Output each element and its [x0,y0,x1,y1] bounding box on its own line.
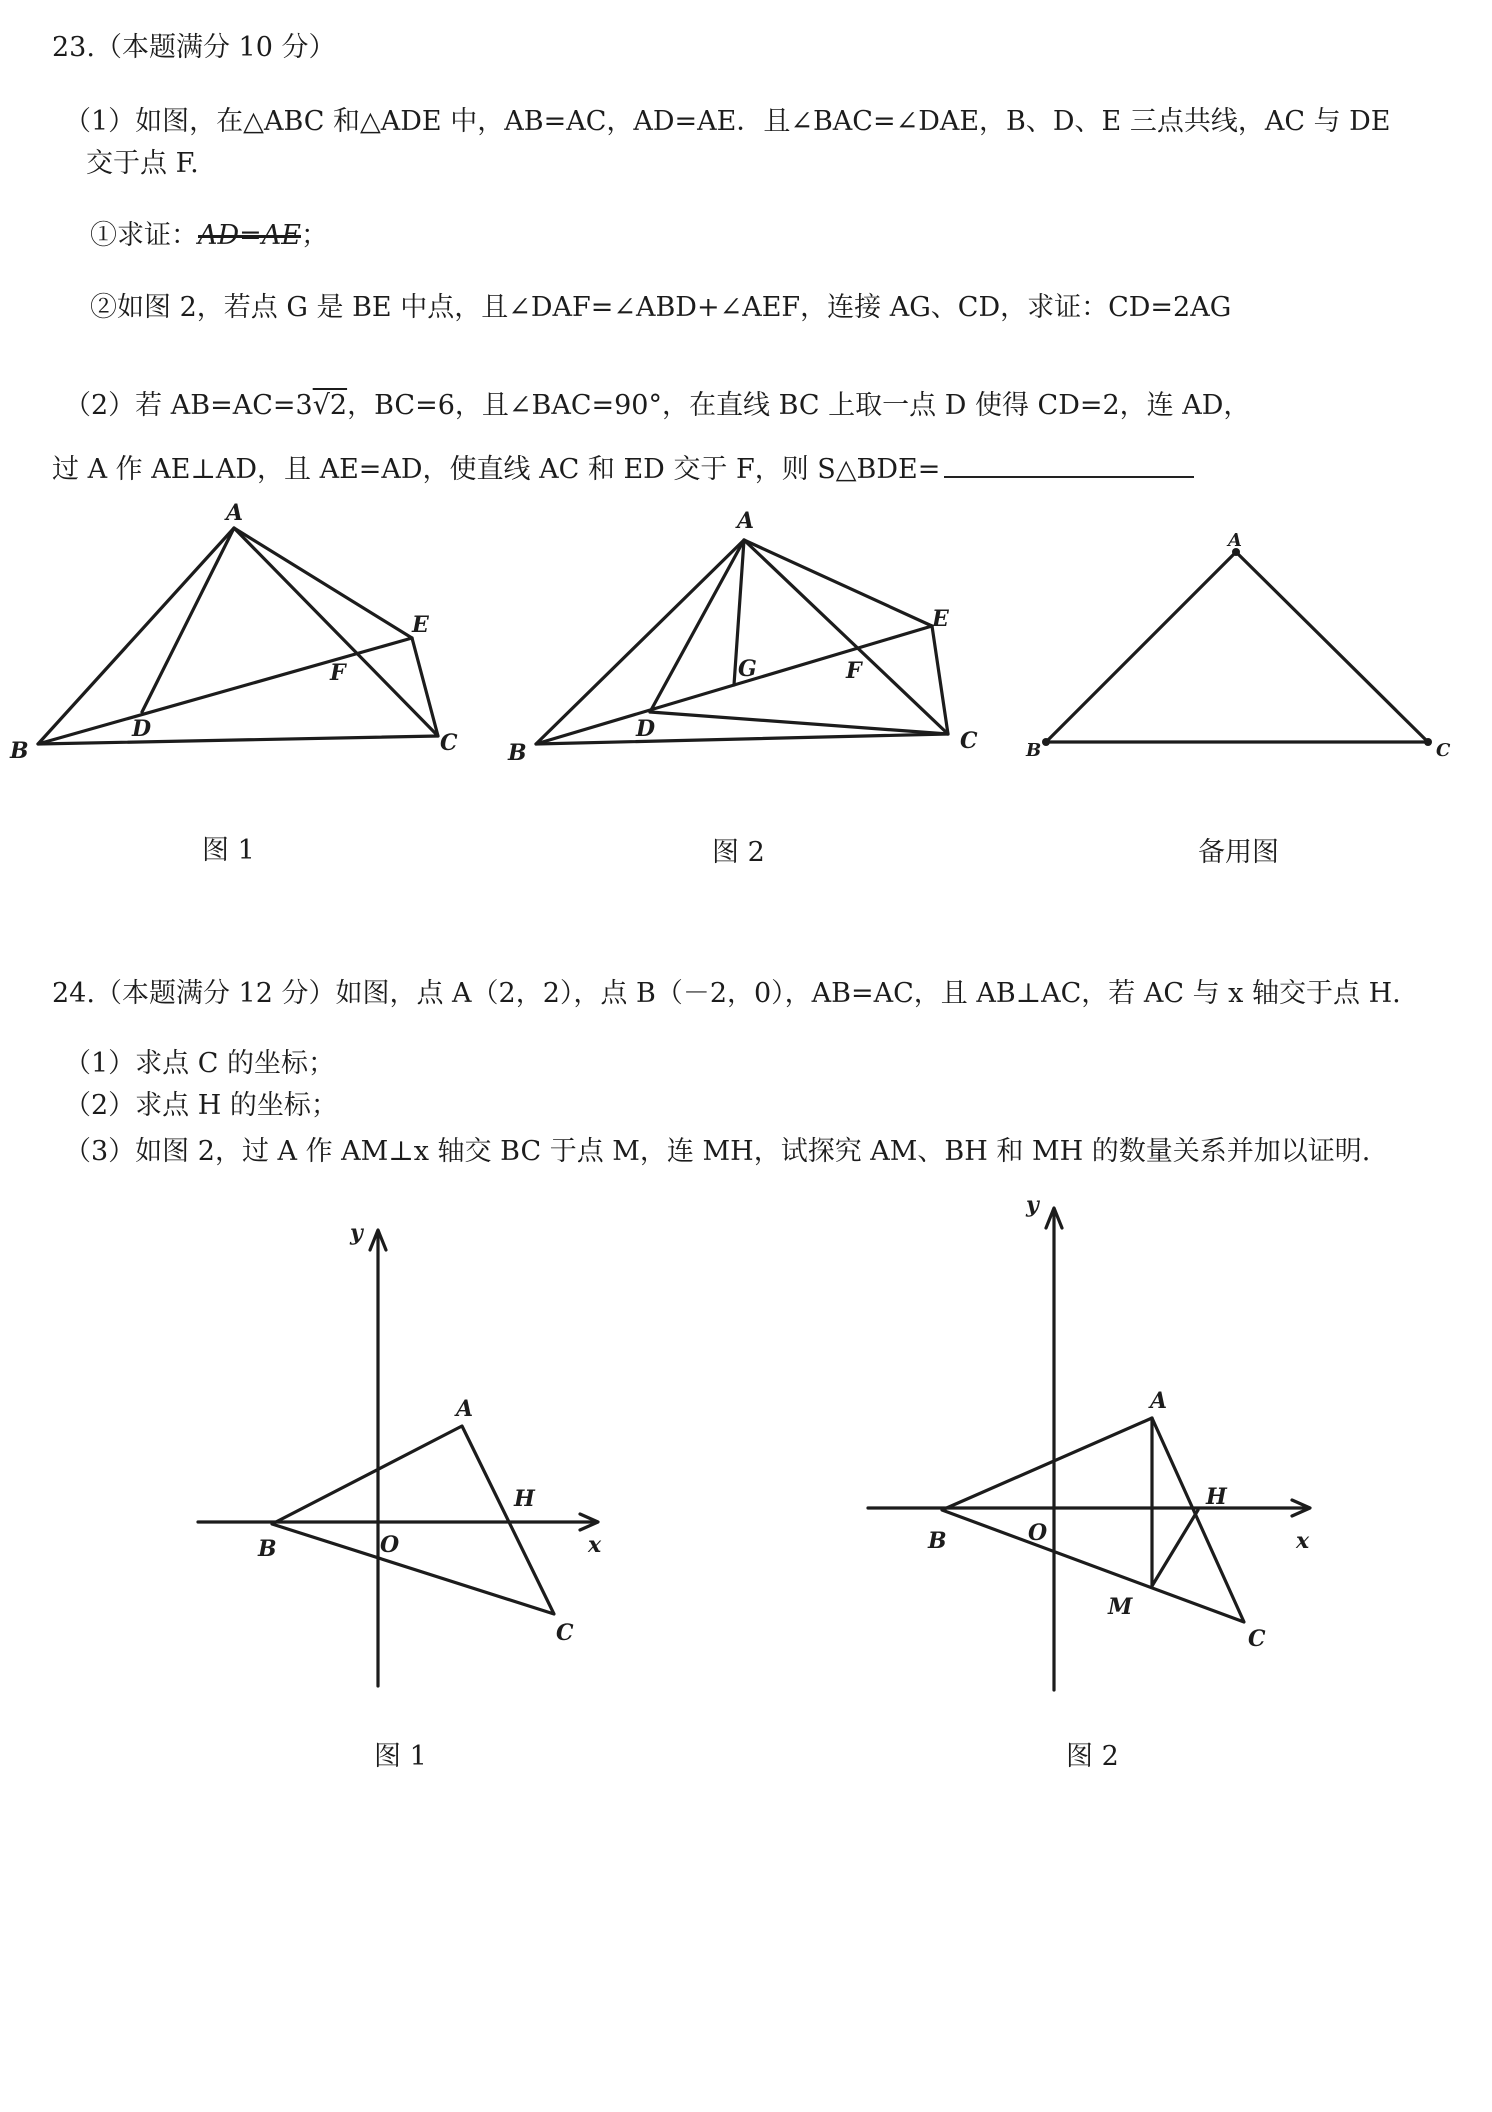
q23-part1-line1: （1）如图，在△ABC 和△ADE 中，AB=AC，AD=AE．且∠BAC=∠DAE，B、D、E 三点共线，AC 与 DE [64,106,1391,137]
label-x: x [588,1532,602,1558]
label-o-2: O [1028,1520,1048,1546]
q23-sub2: ②如图 2，若点 G 是 BE 中点，且∠DAF=∠ABD+∠AEF，连接 AG、CD，求证：CD=2AG [90,292,1232,323]
label-h-c1: H [514,1486,535,1512]
label-a-c1: A [456,1396,474,1422]
q24-fig1-caption: 图 1 [374,1741,427,1772]
label-b-c1: B [258,1536,277,1562]
q23-sub1-label: ①求证： [90,220,198,251]
q23-fig2-caption: 图 2 [712,837,765,868]
label-b-3: B [1026,740,1042,761]
q23-part2-sqrt: √2 [312,390,348,421]
label-y: y [350,1220,363,1246]
label-y-2: y [1026,1192,1039,1218]
label-b: B [10,738,29,764]
q23-sub1-struck: AD=AE [198,220,301,251]
label-x-2: x [1296,1528,1310,1554]
q23-header: 23.（本题满分 10 分） [52,32,336,63]
segment-mh [1152,1510,1198,1586]
q24-item3: （3）如图 2，过 A 作 AM⊥x 轴交 BC 于点 M，连 MH，试探究 AM、BH 和 MH 的数量关系并加以证明. [64,1136,1371,1167]
label-a: A [226,500,244,526]
label-a-c2: A [1150,1388,1168,1414]
q23-part2-line2-text: 过 A 作 AE⊥AD，且 AE=AD，使直线 AC 和 ED 交于 F，则 S△BDE= [52,454,941,485]
label-o: O [380,1532,400,1558]
q23-part2-a: （2）若 AB=AC=3 [64,390,313,421]
label-b-2: B [508,740,527,766]
q24-figure-2 [868,1192,1310,1690]
q23-fig1-caption: 图 1 [202,835,255,866]
label-f-2: F [846,658,862,684]
q24-header: 24.（本题满分 12 分）如图，点 A（2，2），点 B（－2，0），AB=AC，且 AB⊥AC，若 AC 与 x 轴交于点 H. [52,978,1401,1009]
label-b-c2: B [928,1528,947,1554]
label-e-2: E [932,606,949,632]
q23-part2-b: ，BC=6，且∠BAC=90°，在直线 BC 上取一点 D 使得 CD=2，连 AD， [347,390,1251,421]
q23-part1-line2: 交于点 F. [86,148,199,179]
label-f: F [330,660,346,686]
label-d-2: D [636,716,656,742]
q24-figure-1 [198,1220,602,1686]
label-c-c2: C [1248,1626,1266,1652]
q24-item1: （1）求点 C 的坐标； [64,1048,336,1079]
q24-fig2-caption: 图 2 [1066,1741,1119,1772]
label-c: C [440,730,458,756]
label-c-c1: C [556,1620,574,1646]
label-g-2: G [738,656,757,682]
label-a-2: A [737,508,755,534]
triangle-abc-coord-2 [942,1418,1244,1622]
q23-fig3-caption: 备用图 [1198,837,1279,868]
label-c-3: C [1436,740,1451,761]
label-m-c2: M [1108,1594,1133,1620]
label-a-3: A [1228,530,1242,551]
triangle-abc-coord-1 [272,1426,554,1614]
label-h-c2: H [1206,1484,1227,1510]
q23-sub1-tail: ； [300,220,328,251]
label-d: D [132,716,152,742]
q24-item2: （2）求点 H 的坐标； [64,1090,338,1121]
label-c-2: C [960,728,978,754]
label-e: E [412,612,429,638]
